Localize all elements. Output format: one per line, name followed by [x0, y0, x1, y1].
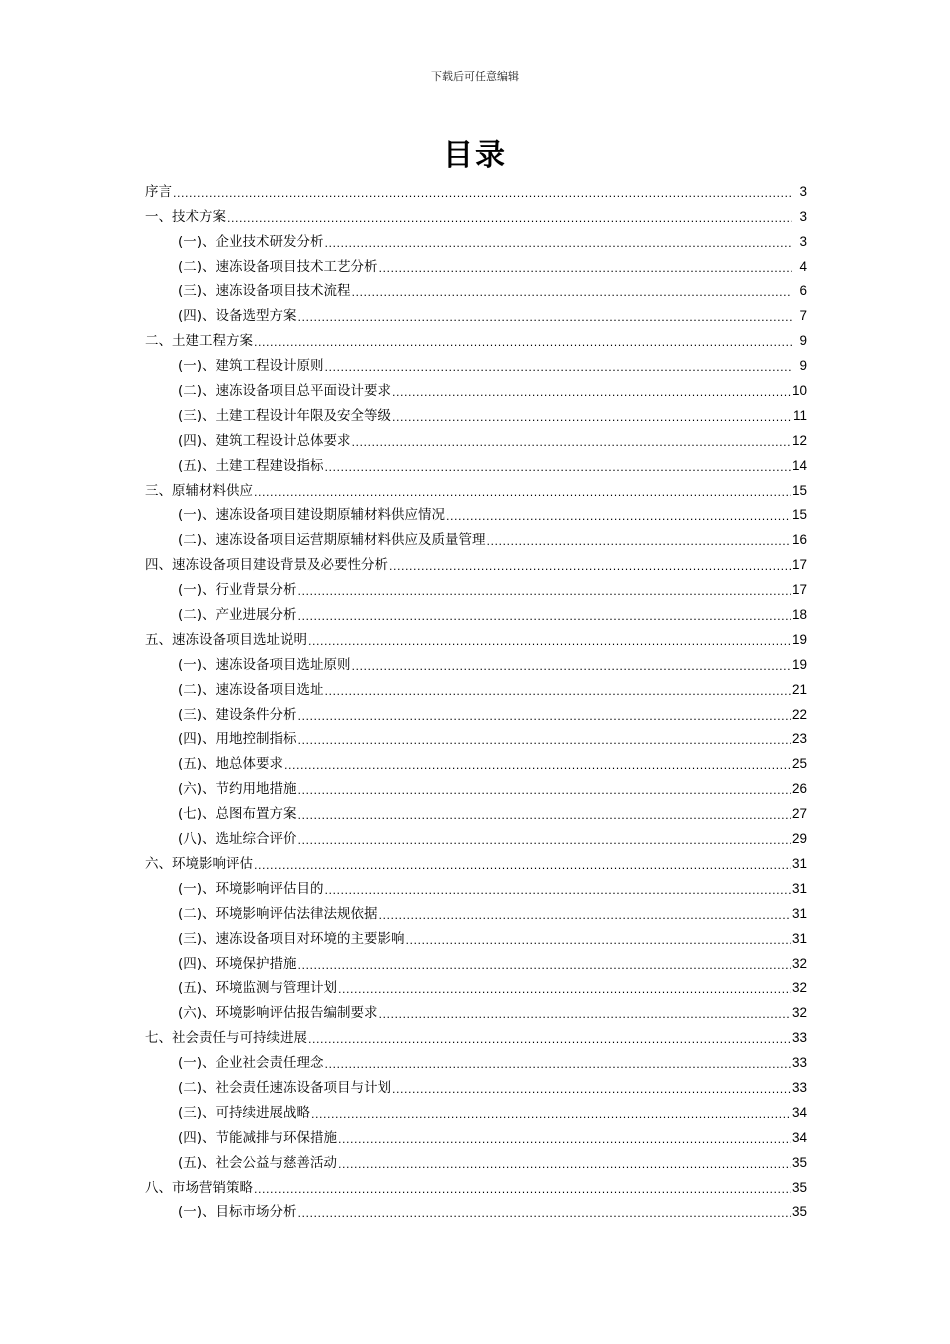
toc-entry[interactable] [145, 948, 807, 973]
toc-entry[interactable] [145, 425, 807, 450]
toc-entry-label: (五)、土建工程建设指标 [178, 457, 324, 474]
toc-dot-leader [325, 237, 792, 251]
toc-entry-label: (一)、行业背景分析 [178, 582, 297, 599]
toc-entry-page-number: 3 [799, 183, 807, 199]
toc-entry-page-number: 4 [799, 258, 807, 274]
toc-dot-leader [298, 784, 791, 798]
toc-entry-label: (二)、社会责任速冻设备项目与计划 [178, 1079, 392, 1096]
toc-entry-page-number: 29 [791, 831, 807, 847]
toc-entry[interactable] [145, 1122, 807, 1147]
toc-dot-leader [338, 1158, 791, 1172]
toc-dot-leader [173, 187, 792, 201]
toc-entry[interactable] [145, 276, 807, 301]
toc-entry-page-number: 26 [791, 781, 807, 797]
toc-entry[interactable] [145, 848, 807, 873]
toc-entry[interactable] [145, 375, 807, 400]
toc-entry-label: (三)、速冻设备项目技术流程 [178, 283, 351, 300]
toc-entry-page-number: 10 [791, 383, 807, 399]
toc-entry-label: 序言 [145, 183, 172, 200]
toc-entry-label: (六)、节约用地措施 [178, 781, 297, 798]
toc-entry[interactable] [145, 1047, 807, 1072]
toc-entry[interactable] [145, 350, 807, 375]
toc-dot-leader [298, 809, 791, 823]
toc-entry-page-number: 17 [791, 557, 807, 573]
toc-entry-page-number: 35 [791, 1154, 807, 1170]
toc-entry[interactable] [145, 624, 807, 649]
toc-entry-label: (七)、总图布置方案 [178, 806, 297, 823]
toc-dot-leader [325, 884, 791, 898]
toc-entry[interactable] [145, 450, 807, 475]
toc-entry[interactable] [145, 251, 807, 276]
toc-entry[interactable] [145, 325, 807, 350]
toc-entry-page-number: 3 [799, 233, 807, 249]
toc-dot-leader [298, 311, 792, 325]
toc-dot-leader [298, 710, 791, 724]
toc-entry-label: (二)、速冻设备项目技术工艺分析 [178, 258, 378, 275]
toc-entry-label: (一)、目标市场分析 [178, 1204, 297, 1221]
toc-entry-page-number: 15 [791, 482, 807, 498]
toc-entry-page-number: 12 [791, 432, 807, 448]
toc-entry-label: (三)、土建工程设计年限及安全等级 [178, 407, 392, 424]
toc-entry-page-number: 19 [791, 631, 807, 647]
toc-dot-leader [308, 1033, 791, 1047]
toc-entry-label: (三)、速冻设备项目对环境的主要影响 [178, 930, 405, 947]
toc-entry-page-number: 23 [791, 731, 807, 747]
toc-entry-page-number: 18 [791, 607, 807, 623]
toc-entry[interactable] [145, 674, 807, 699]
toc-entry[interactable] [145, 500, 807, 525]
toc-entry-page-number: 25 [791, 756, 807, 772]
toc-entry-label: (三)、可持续进展战略 [178, 1104, 311, 1121]
toc-entry-page-number: 11 [792, 407, 807, 423]
toc-entry[interactable] [145, 997, 807, 1022]
toc-entry-page-number: 21 [791, 681, 807, 697]
toc-entry[interactable] [145, 748, 807, 773]
toc-entry-page-number: 6 [799, 283, 807, 299]
toc-dot-leader [254, 486, 791, 500]
toc-dot-leader [392, 1083, 791, 1097]
toc-entry-page-number: 15 [791, 507, 807, 523]
toc-entry-label: 一、技术方案 [145, 208, 226, 225]
toc-entry-label: (一)、企业社会责任理念 [178, 1055, 324, 1072]
toc-entry-label: (二)、速冻设备项目运营期原辅材料供应及质量管理 [178, 532, 486, 549]
toc-dot-leader [298, 734, 791, 748]
toc-dot-leader [308, 635, 791, 649]
toc-dot-leader [325, 461, 791, 475]
toc-entry[interactable] [145, 1172, 807, 1197]
toc-dot-leader [379, 262, 792, 276]
toc-entry-label: (四)、环境保护措施 [178, 955, 297, 972]
toc-dot-leader [379, 909, 791, 923]
toc-entry-page-number: 35 [791, 1204, 807, 1220]
toc-entry-page-number: 9 [799, 333, 807, 349]
toc-entry-page-number: 31 [791, 855, 807, 871]
toc-dot-leader [352, 286, 792, 300]
toc-dot-leader [254, 859, 791, 873]
toc-dot-leader [298, 834, 791, 848]
toc-entry-page-number: 32 [791, 1005, 807, 1021]
toc-entry-label: 六、环境影响评估 [145, 855, 253, 872]
toc-entry[interactable] [145, 1072, 807, 1097]
toc-entry[interactable] [145, 873, 807, 898]
toc-entry-label: 七、社会责任与可持续进展 [145, 1030, 307, 1047]
toc-entry-page-number: 17 [791, 582, 807, 598]
toc-entry-page-number: 34 [791, 1129, 807, 1145]
toc-dot-leader [325, 361, 792, 375]
toc-dot-leader [338, 983, 791, 997]
toc-dot-leader [392, 386, 791, 400]
toc-entry-page-number: 33 [791, 1030, 807, 1046]
page-header: 下载后可任意编辑 [431, 70, 519, 83]
toc-entry-label: 二、土建工程方案 [145, 333, 253, 350]
toc-dot-leader [298, 1207, 791, 1221]
toc-entry-label: (五)、地总体要求 [178, 756, 284, 773]
toc-entry-label: (一)、环境影响评估目的 [178, 880, 324, 897]
toc-entry[interactable] [145, 649, 807, 674]
toc-entry-page-number: 27 [791, 806, 807, 822]
toc-entry[interactable] [145, 773, 807, 798]
toc-entry-page-number: 31 [791, 880, 807, 896]
toc-entry[interactable] [145, 475, 807, 500]
toc-entry-label: 八、市场营销策略 [145, 1179, 253, 1196]
toc-entry[interactable] [145, 898, 807, 923]
toc-entry[interactable] [145, 201, 807, 226]
toc-dot-leader [298, 610, 791, 624]
toc-entry[interactable] [145, 1022, 807, 1047]
toc-entry-page-number: 7 [799, 308, 807, 324]
toc-dot-leader [338, 1133, 791, 1147]
toc-dot-leader [446, 510, 791, 524]
toc-dot-leader [352, 660, 791, 674]
toc-entry-label: (六)、环境影响评估报告编制要求 [178, 1005, 378, 1022]
toc-dot-leader [254, 1183, 791, 1197]
toc-dot-leader [392, 411, 792, 425]
toc-entry[interactable] [145, 823, 807, 848]
toc-entry[interactable] [145, 1197, 807, 1222]
toc-entry[interactable] [145, 923, 807, 948]
toc-entry-label: (一)、速冻设备项目建设期原辅材料供应情况 [178, 507, 446, 524]
toc-entry-page-number: 31 [791, 930, 807, 946]
toc-dot-leader [311, 1108, 791, 1122]
toc-entry-label: (一)、建筑工程设计原则 [178, 358, 324, 375]
toc-dot-leader [227, 212, 792, 226]
toc-entry-label: (四)、设备选型方案 [178, 308, 297, 325]
toc-entry[interactable] [145, 599, 807, 624]
toc-entry-page-number: 32 [791, 980, 807, 996]
toc-dot-leader [389, 560, 791, 574]
toc-entry-label: (一)、速冻设备项目选址原则 [178, 656, 351, 673]
toc-entry-page-number: 34 [791, 1104, 807, 1120]
toc-dot-leader [406, 934, 791, 948]
toc-entry-label: (三)、建设条件分析 [178, 706, 297, 723]
toc-entry-page-number: 3 [799, 208, 807, 224]
toc-dot-leader [352, 436, 791, 450]
toc-entry[interactable] [145, 549, 807, 574]
toc-entry-label: (二)、产业进展分析 [178, 607, 297, 624]
toc-entry[interactable] [145, 574, 807, 599]
toc-entry-label: (四)、用地控制指标 [178, 731, 297, 748]
toc-entry-page-number: 16 [791, 532, 807, 548]
toc-entry-label: (二)、速冻设备项目选址 [178, 681, 324, 698]
toc-entry-label: (五)、环境监测与管理计划 [178, 980, 338, 997]
toc-entry-label: 四、速冻设备项目建设背景及必要性分析 [145, 557, 388, 574]
toc-entry[interactable] [145, 724, 807, 749]
toc-entry-page-number: 35 [791, 1179, 807, 1195]
toc-entry-page-number: 19 [791, 656, 807, 672]
toc-entry[interactable] [145, 973, 807, 998]
toc-entry[interactable] [145, 300, 807, 325]
toc-dot-leader [254, 336, 792, 350]
toc-entry-label: (五)、社会公益与慈善活动 [178, 1154, 338, 1171]
toc-dot-leader [487, 535, 791, 549]
toc-entry-label: (二)、速冻设备项目总平面设计要求 [178, 383, 392, 400]
toc-entry-label: (一)、企业技术研发分析 [178, 233, 324, 250]
toc-dot-leader [284, 759, 791, 773]
toc-entry-label: 五、速冻设备项目选址说明 [145, 631, 307, 648]
toc-entry-page-number: 33 [791, 1079, 807, 1095]
toc-dot-leader [298, 959, 791, 973]
toc-entry-page-number: 14 [791, 457, 807, 473]
toc-entry-page-number: 9 [799, 358, 807, 374]
toc-dot-leader [379, 1008, 791, 1022]
toc-entry[interactable] [145, 226, 807, 251]
toc-entry-label: 三、原辅材料供应 [145, 482, 253, 499]
toc-entry[interactable] [145, 524, 807, 549]
toc-entry[interactable] [145, 1097, 807, 1122]
toc-entry[interactable] [145, 176, 807, 201]
toc-entry-label: (四)、节能减排与环保措施 [178, 1129, 338, 1146]
toc-entry[interactable] [145, 400, 807, 425]
toc-entry-page-number: 31 [791, 905, 807, 921]
toc-dot-leader [298, 585, 791, 599]
toc-dot-leader [325, 685, 791, 699]
table-of-contents [145, 176, 807, 1221]
page-title: 目录 [443, 138, 507, 173]
toc-entry-label: (二)、环境影响评估法律法规依据 [178, 905, 378, 922]
toc-entry-label: (八)、选址综合评价 [178, 831, 297, 848]
toc-entry-page-number: 22 [791, 706, 807, 722]
toc-entry-label: (四)、建筑工程设计总体要求 [178, 432, 351, 449]
toc-entry-page-number: 32 [791, 955, 807, 971]
toc-entry[interactable] [145, 699, 807, 724]
toc-entry[interactable] [145, 798, 807, 823]
toc-entry[interactable] [145, 1147, 807, 1172]
toc-dot-leader [325, 1058, 791, 1072]
toc-entry-page-number: 33 [791, 1055, 807, 1071]
